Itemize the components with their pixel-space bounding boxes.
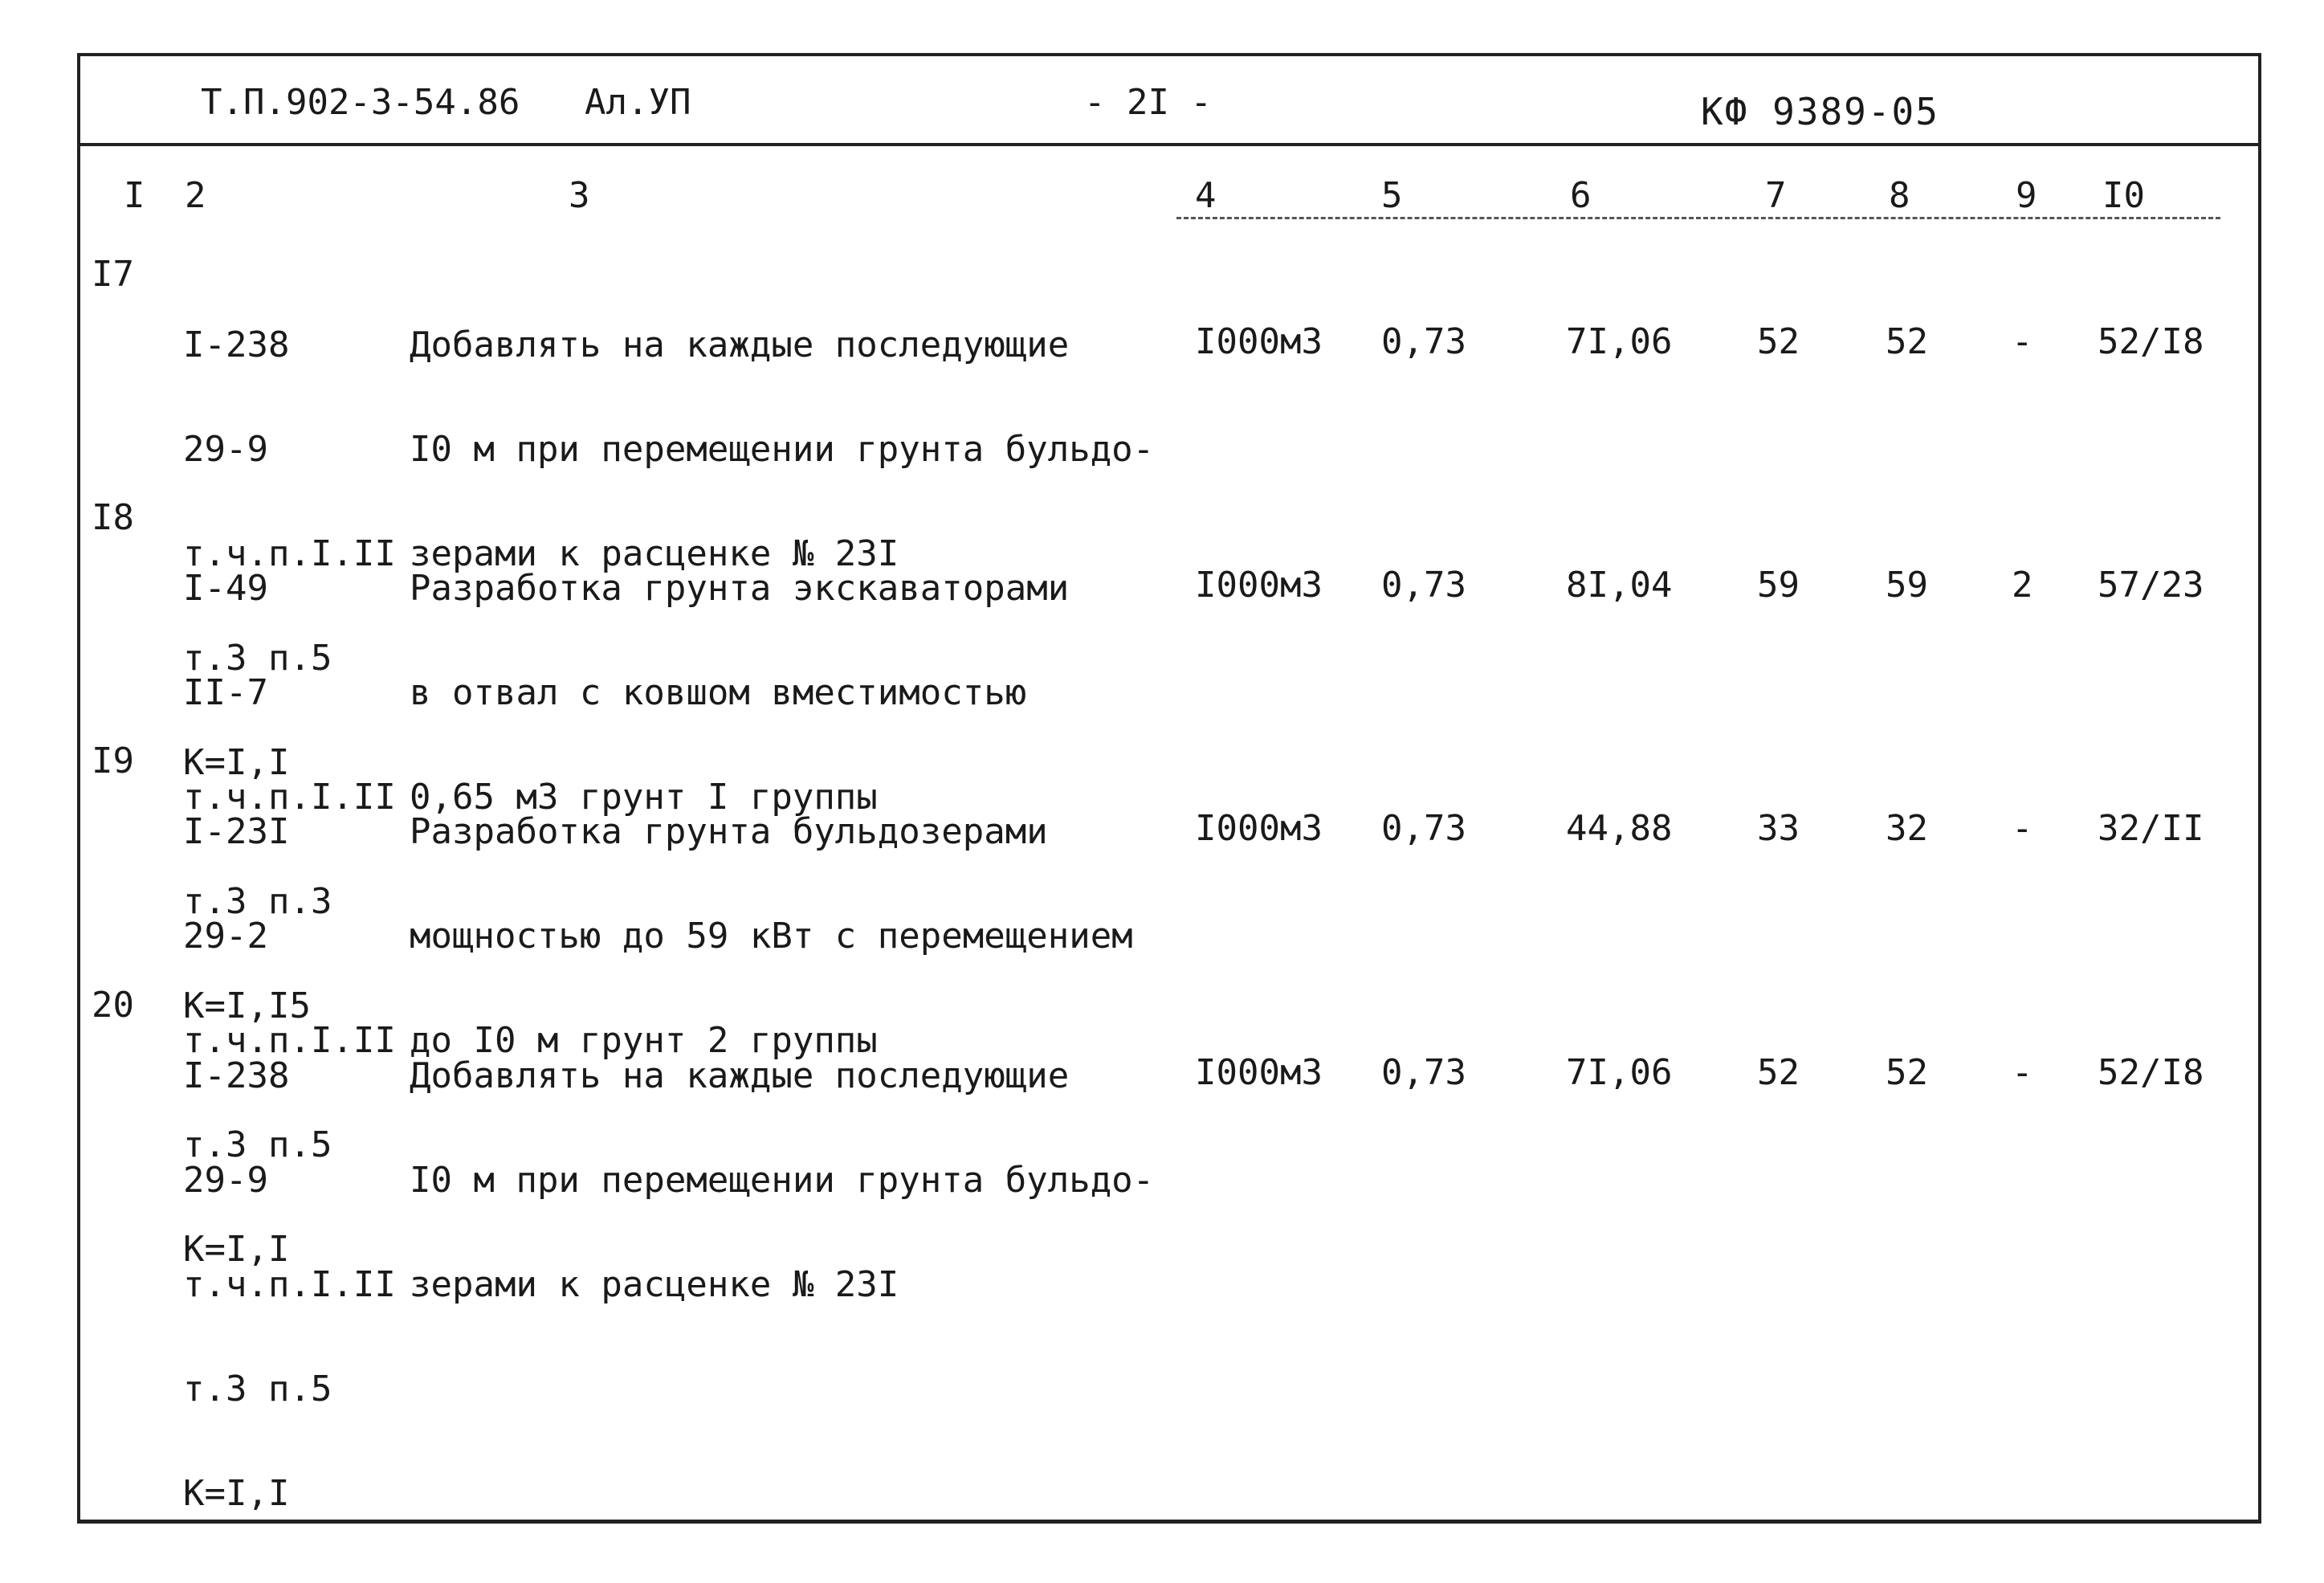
desc-line: до I0 м грунт 2 группы xyxy=(410,1020,878,1061)
col-num-8: 8 xyxy=(1889,175,1910,216)
column-numbers xyxy=(80,146,2258,226)
desc-line: в отвал с ковшом вместимостью xyxy=(410,672,1027,713)
price: 8I,04 xyxy=(1566,565,1673,606)
code-line: 29-2 xyxy=(183,916,268,957)
col8-value: 32 xyxy=(1886,808,1928,849)
desc-line: Разработка грунта бульдозерами xyxy=(410,811,1048,852)
desc-line: Добавлять на каждые последующие xyxy=(410,324,1070,365)
code-line: т.3 п.3 xyxy=(183,881,332,922)
col-num-10: I0 xyxy=(2102,175,2145,216)
norm-code xyxy=(183,985,396,1581)
doc-code: Т.П.902-3-54.86 xyxy=(201,82,520,123)
row-number: I8 xyxy=(92,497,134,538)
quantity: 0,73 xyxy=(1381,565,1466,606)
desc-line: зерами к расценке № 23I xyxy=(410,1264,899,1305)
code-line: т.ч.п.I.II xyxy=(183,1264,396,1305)
unit: I000м3 xyxy=(1195,808,1323,849)
desc-line: мощностью до 59 кВт с перемещением xyxy=(410,916,1133,957)
code-line: 29-9 xyxy=(183,1160,268,1201)
code-line: т.ч.п.I.II xyxy=(183,777,396,818)
header-divider xyxy=(1176,217,2220,219)
col-num-2: 2 xyxy=(185,175,206,216)
row-number: I9 xyxy=(92,741,134,781)
code-line: II-7 xyxy=(183,672,268,713)
code-line: 29-9 xyxy=(183,429,268,470)
desc-line: I0 м при перемещении грунта бульдо- xyxy=(410,1160,1155,1201)
code-line: т.ч.п.I.II xyxy=(183,1020,396,1061)
code-line: I-49 xyxy=(183,568,268,609)
code-line: I-23I xyxy=(183,811,290,852)
col7-value: 52 xyxy=(1757,321,1800,362)
col-num-4: 4 xyxy=(1195,175,1217,216)
reference-code: КФ 9389-05 xyxy=(1701,90,1939,133)
price: 7I,06 xyxy=(1566,1052,1673,1093)
col8-value: 52 xyxy=(1886,1052,1928,1093)
col8-value: 52 xyxy=(1886,321,1928,362)
col10-value: 57/23 xyxy=(2098,565,2204,606)
col-num-6: 6 xyxy=(1570,175,1592,216)
code-line: т.3 п.5 xyxy=(183,638,332,679)
col-num-9: 9 xyxy=(2016,175,2037,216)
unit: I000м3 xyxy=(1195,565,1323,606)
col9-value: 2 xyxy=(2012,565,2033,606)
price: 7I,06 xyxy=(1566,321,1673,362)
col10-value: 52/I8 xyxy=(2098,321,2204,362)
quantity: 0,73 xyxy=(1381,808,1466,849)
code-line: I-238 xyxy=(183,324,290,365)
quantity: 0,73 xyxy=(1381,1052,1466,1093)
col7-value: 52 xyxy=(1757,1052,1800,1093)
page-header xyxy=(80,56,2258,146)
code-line: К=I,I xyxy=(183,1229,290,1270)
code-line: т.ч.п.I.II xyxy=(183,533,396,574)
price: 44,88 xyxy=(1566,808,1673,849)
col7-value: 33 xyxy=(1757,808,1800,849)
row-number: I7 xyxy=(92,254,134,295)
row-number: 20 xyxy=(92,985,134,1026)
table-row xyxy=(80,985,2258,1514)
col10-value: 52/I8 xyxy=(2098,1052,2204,1093)
desc-line: I0 м при перемещении грунта бульдо- xyxy=(410,429,1155,470)
col7-value: 59 xyxy=(1757,565,1800,606)
code-line: К=I,I xyxy=(183,1473,290,1514)
col9-value: - xyxy=(2012,808,2033,849)
code-line: т.3 п.5 xyxy=(183,1124,332,1165)
code-line: К=I,I5 xyxy=(183,985,311,1026)
unit: I000м3 xyxy=(1195,1052,1323,1093)
desc-line: 0,65 м3 грунт I группы xyxy=(410,777,878,818)
col8-value: 59 xyxy=(1886,565,1928,606)
document-frame xyxy=(77,53,2261,1524)
desc-line: Добавлять на каждые последующие xyxy=(410,1055,1070,1096)
col-num-5: 5 xyxy=(1381,175,1403,216)
unit: I000м3 xyxy=(1195,321,1323,362)
desc-line: Разработка грунта экскаваторами xyxy=(410,568,1070,609)
desc-line: зерами к расценке № 23I xyxy=(410,533,899,574)
col-num-1: I xyxy=(124,175,145,216)
code-line: I-238 xyxy=(183,1055,290,1096)
work-description xyxy=(410,988,1154,1372)
code-line: т.3 п.5 xyxy=(183,1369,332,1410)
quantity: 0,73 xyxy=(1381,321,1466,362)
col-num-7: 7 xyxy=(1765,175,1787,216)
page-number: - 2I - xyxy=(1084,82,1212,123)
col9-value: - xyxy=(2012,321,2033,362)
code-line: К=I,I xyxy=(183,742,290,783)
col9-value: - xyxy=(2012,1052,2033,1093)
album-label: Ал.УП xyxy=(585,82,691,123)
col-num-3: 3 xyxy=(569,175,590,216)
col10-value: 32/II xyxy=(2098,808,2204,849)
